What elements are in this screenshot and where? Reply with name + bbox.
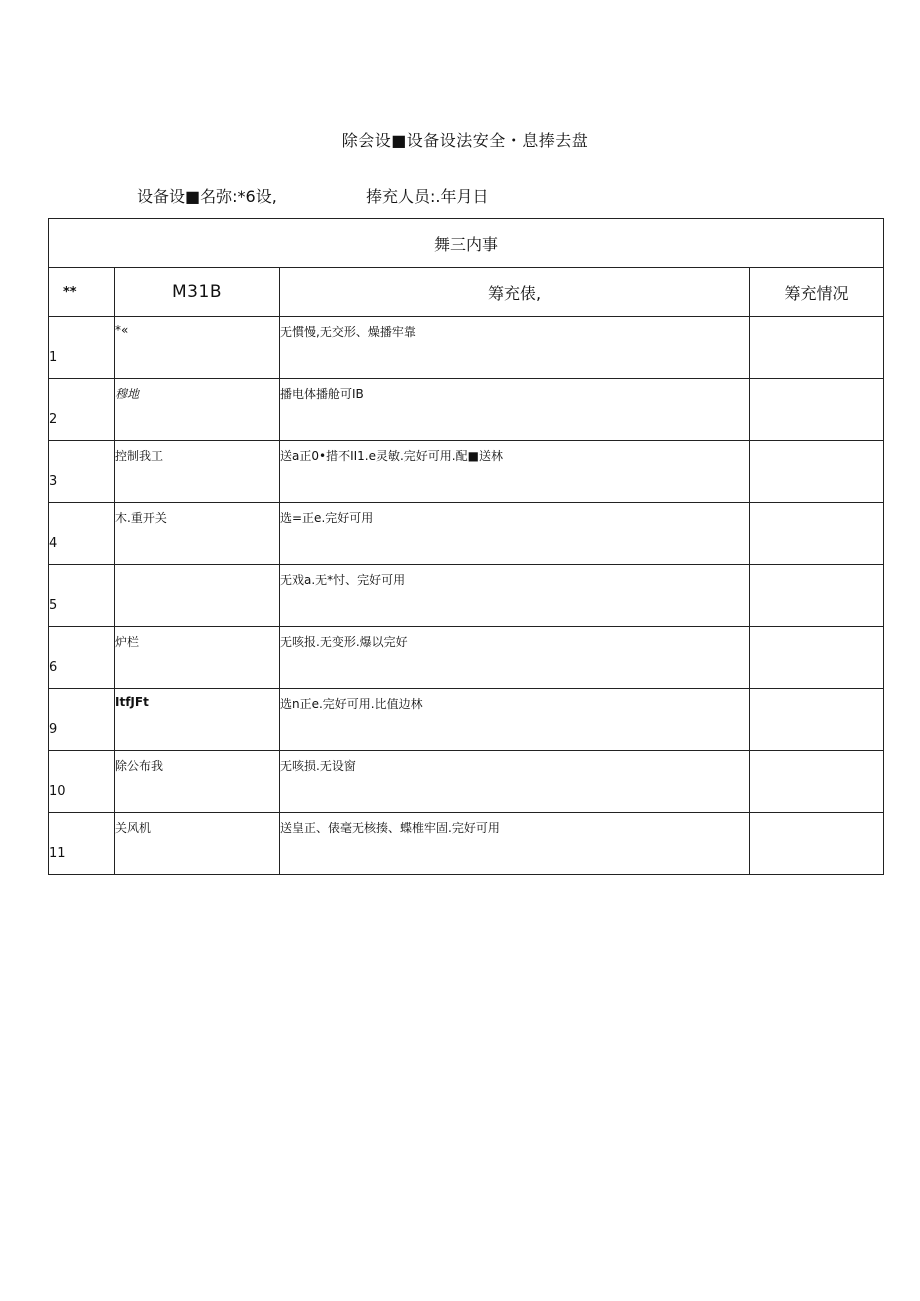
row-no: 4 <box>49 503 115 565</box>
table-row <box>49 689 884 751</box>
row-item <box>115 627 280 689</box>
inspection-table <box>48 218 884 875</box>
row-no: 3 <box>49 441 115 503</box>
row-standard-text: 选n正e.完好可用.比值边林 <box>280 697 423 711</box>
row-standard <box>280 379 750 441</box>
row-no: 11 <box>49 813 115 875</box>
row-standard <box>280 751 750 813</box>
row-item <box>115 379 280 441</box>
row-no: 10 <box>49 751 115 813</box>
row-standard <box>280 689 750 751</box>
row-no: 6 <box>49 627 115 689</box>
table-row <box>49 565 884 627</box>
row-item-text: 关风机 <box>115 821 152 835</box>
table-row <box>49 317 884 379</box>
row-item <box>115 317 280 379</box>
row-standard-text: 无戏a.无*忖、完好可用 <box>280 573 406 587</box>
section-title: 舞三内事 <box>49 219 884 268</box>
row-item-text: 木.重开关 <box>115 511 167 525</box>
header-item: M31B <box>115 268 280 317</box>
column-header-row <box>49 268 884 317</box>
table-row <box>49 751 884 813</box>
row-result[interactable] <box>750 441 884 503</box>
row-standard-text: 送皇正、俵毫无核揍、蝶椎牢固.完好可用 <box>280 821 500 835</box>
row-standard-text: 无咳报.无变形.爆以完好 <box>280 635 408 649</box>
row-result[interactable] <box>750 689 884 751</box>
row-item <box>115 565 280 627</box>
header-result: 筹充情况 <box>750 268 884 317</box>
header-standard: 筹充俵, <box>280 268 750 317</box>
row-standard <box>280 565 750 627</box>
row-standard <box>280 441 750 503</box>
document-title: 除会设■设备设法安全・息捧去盘 <box>341 131 589 150</box>
row-item-text: *« <box>115 323 129 337</box>
row-no: 1 <box>49 317 115 379</box>
table-row <box>49 627 884 689</box>
row-standard <box>280 627 750 689</box>
row-result[interactable] <box>750 813 884 875</box>
row-item-text: 除公布我 <box>115 759 164 773</box>
row-item <box>115 813 280 875</box>
row-standard <box>280 503 750 565</box>
row-no: 5 <box>49 565 115 627</box>
table-row <box>49 441 884 503</box>
equipment-name-label: 设备设■名弥:*6设, <box>137 187 277 206</box>
row-result[interactable] <box>750 379 884 441</box>
table-row <box>49 503 884 565</box>
row-standard <box>280 317 750 379</box>
header-no: ** <box>49 268 115 317</box>
table-row <box>49 379 884 441</box>
row-item-text: 炉栏 <box>115 635 140 649</box>
row-item-text: 穆地 <box>115 387 140 401</box>
row-standard-text: 无慣慢,无交形、燥播牢靠 <box>280 325 416 339</box>
row-result[interactable] <box>750 751 884 813</box>
row-standard <box>280 813 750 875</box>
row-no: 9 <box>49 689 115 751</box>
row-item <box>115 441 280 503</box>
row-result[interactable] <box>750 627 884 689</box>
row-item <box>115 751 280 813</box>
row-standard-text: 播电体播舱可IB <box>280 387 364 401</box>
row-item <box>115 689 280 751</box>
row-result[interactable] <box>750 317 884 379</box>
row-item-text: ItfJFt <box>115 695 149 709</box>
row-item-text: 控制我工 <box>115 449 164 463</box>
row-item <box>115 503 280 565</box>
inspector-date-label: 捧充人员:.年月日 <box>366 187 489 206</box>
row-standard-text: 无咳损.无设窗 <box>280 759 356 773</box>
row-standard-text: 送a正0•措不II1.e灵敏.完好可用.配■送林 <box>280 449 503 463</box>
row-standard-text: 选=正e.完好可用 <box>280 511 374 525</box>
row-result[interactable] <box>750 565 884 627</box>
row-no: 2 <box>49 379 115 441</box>
table-row <box>49 813 884 875</box>
row-result[interactable] <box>750 503 884 565</box>
